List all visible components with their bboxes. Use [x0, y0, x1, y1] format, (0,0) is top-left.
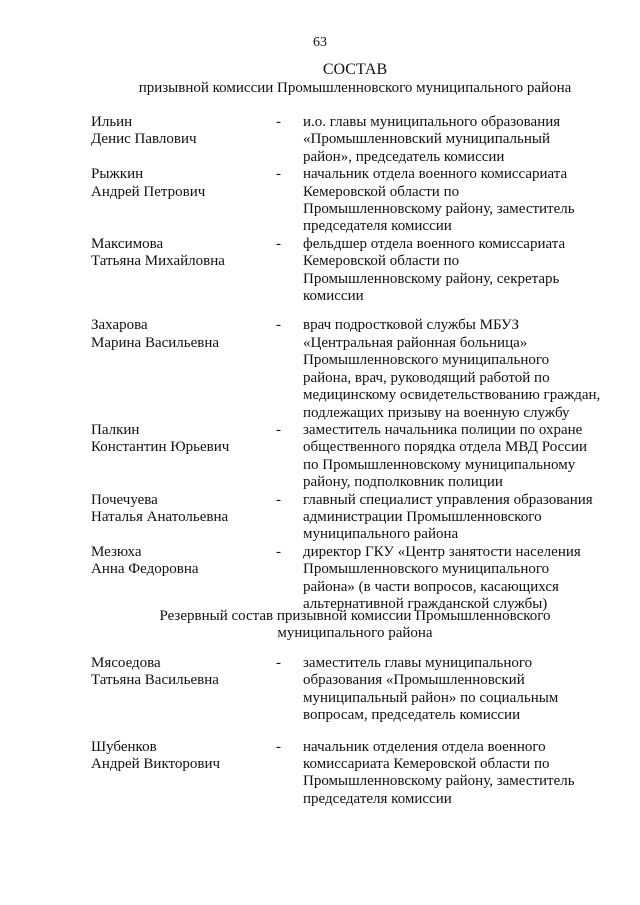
- document-subtitle: призывной комиссии Промышленновского муниципального района: [138, 80, 572, 96]
- member-role-line: района, врач, руководящий работой по: [303, 369, 550, 386]
- member-role-line: Кемеровской области по: [303, 183, 460, 200]
- member-role-line: Кемеровской области по: [303, 253, 460, 270]
- member-role-line: района» (в части вопросов, касающихся: [303, 578, 559, 595]
- member-role-line: администрации Промышленновского: [303, 508, 542, 525]
- member-surname: Мезюха: [91, 543, 142, 560]
- member-name: [91, 739, 271, 774]
- member-role-line: подлежащих призыву на военную службу: [303, 404, 570, 421]
- member-dash: -: [276, 235, 281, 252]
- member-role-line: и.о. главы муниципального образования: [303, 114, 561, 130]
- member-given-name: Константин Юрьевич: [91, 439, 230, 456]
- member-role-line: директор ГКУ «Центр занятости населения: [303, 543, 581, 560]
- member-dash: -: [276, 421, 281, 438]
- member-role-line: фельдшер отдела военного комиссариата: [303, 235, 566, 252]
- member-role-line: образования «Промышленновский: [303, 672, 525, 689]
- member-role-line: главный специалист управления образования: [303, 491, 593, 508]
- member-role-line: «Промышленновский муниципальный: [303, 131, 550, 148]
- member-role-line: общественного порядка отдела МВД России: [303, 439, 587, 456]
- member-role: [303, 655, 613, 725]
- member-role: [303, 236, 613, 306]
- member-name: [91, 236, 271, 271]
- member-role: [303, 492, 613, 544]
- reserve-heading-line: Резервный состав призывной комиссии Промышленновского: [159, 608, 551, 624]
- member-surname: Шубенков: [91, 738, 157, 755]
- member-given-name: Татьяна Васильевна: [91, 672, 219, 689]
- member-name: [91, 655, 271, 690]
- document-title: СОСТАВ: [322, 61, 388, 78]
- member-row: [91, 655, 611, 725]
- member-dash: -: [276, 738, 281, 755]
- reserve-members-list: [91, 655, 611, 808]
- member-row: [91, 739, 611, 809]
- member-surname: Почечуева: [91, 491, 158, 508]
- member-given-name: Марина Васильевна: [91, 334, 220, 351]
- member-role-line: район», председатель комиссии: [303, 148, 505, 165]
- member-given-name: Татьяна Михайловна: [91, 253, 225, 270]
- member-row: [91, 114, 611, 166]
- member-role-line: председателя комиссии: [303, 218, 452, 235]
- member-role-line: по Промышленновскому муниципальному: [303, 456, 576, 473]
- member-dash: -: [276, 114, 281, 130]
- member-role-line: муниципального района: [303, 526, 459, 543]
- member-surname: Палкин: [91, 421, 140, 438]
- reserve-heading-line: муниципального района: [277, 625, 433, 642]
- member-given-name: Андрей Викторович: [91, 756, 221, 773]
- member-role: [303, 166, 613, 236]
- member-name: [91, 422, 271, 457]
- member-role-line: Промышленновскому району, заместитель: [303, 773, 575, 790]
- member-role-line: Промышленновского муниципального: [303, 561, 550, 578]
- member-role-line: медицинскому освидетельствованию граждан,: [303, 387, 601, 404]
- member-given-name: Наталья Анатольевна: [91, 508, 229, 525]
- member-surname: Ильин: [91, 114, 133, 130]
- member-role-line: комиссии: [303, 288, 364, 305]
- member-row: [91, 317, 611, 421]
- member-dash: -: [276, 491, 281, 508]
- member-dash: -: [276, 317, 281, 334]
- member-row: [91, 236, 611, 306]
- member-surname: Максимова: [91, 235, 164, 252]
- member-row: [91, 422, 611, 492]
- member-given-name: Андрей Петрович: [91, 183, 206, 200]
- member-dash: -: [276, 166, 281, 183]
- member-row: [91, 492, 611, 544]
- member-surname: Рыжкин: [91, 166, 144, 183]
- member-role-line: Промышленновского муниципального: [303, 352, 550, 369]
- page-number: 63: [313, 35, 327, 50]
- member-role-line: начальник отделения отдела военного: [303, 738, 546, 755]
- member-role: [303, 739, 613, 809]
- member-name: [91, 317, 271, 352]
- member-role-line: «Центральная районная больница»: [303, 334, 528, 351]
- member-role: [303, 422, 613, 492]
- member-role: [303, 114, 613, 166]
- reserve-heading: [60, 608, 640, 643]
- member-dash: -: [276, 543, 281, 560]
- member-role-line: комиссариата Кемеровской области по: [303, 756, 550, 773]
- member-row: [91, 166, 611, 236]
- member-given-name: Анна Федоровна: [91, 561, 199, 578]
- member-role-line: Промышленновскому району, секретарь: [303, 270, 560, 287]
- member-given-name: Денис Павлович: [91, 131, 197, 148]
- member-role-line: району, подполковник полиции: [303, 474, 503, 491]
- member-role-line: альтернативной гражданской службы): [303, 595, 548, 612]
- member-surname: Мясоедова: [91, 655, 161, 671]
- member-role-line: председателя комиссии: [303, 790, 452, 807]
- member-name: [91, 166, 271, 201]
- member-surname: Захарова: [91, 317, 148, 334]
- member-role-line: заместитель начальника полиции по охране: [303, 421, 583, 438]
- member-role-line: врач подростковой службы МБУЗ: [303, 317, 519, 334]
- member-role-line: вопросам, председатель комиссии: [303, 707, 521, 724]
- member-dash: -: [276, 655, 281, 671]
- member-row: [91, 544, 611, 614]
- member-role-line: Промышленновскому району, заместитель: [303, 201, 575, 218]
- member-name: [91, 544, 271, 579]
- member-name: [91, 492, 271, 527]
- member-role-line: начальник отдела военного комиссариата: [303, 166, 568, 183]
- commission-members-list: [91, 114, 611, 613]
- member-role: [303, 544, 613, 614]
- member-name: [91, 114, 271, 149]
- member-role-line: муниципальный район» по социальным: [303, 689, 559, 706]
- member-role-line: заместитель главы муниципального: [303, 655, 533, 671]
- member-role: [303, 317, 613, 421]
